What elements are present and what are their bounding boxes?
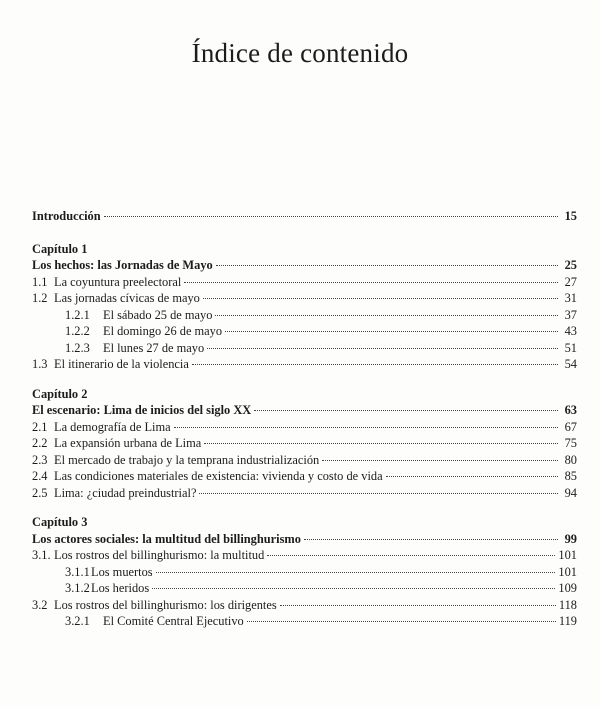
page-title: Índice de contenido — [191, 38, 409, 68]
toc-entry — [32, 547, 577, 564]
toc-entry-label: El itinerario de la violencia — [54, 357, 189, 371]
toc-entry-number: 3.2.1 — [65, 614, 90, 628]
chapter-2-heading: Capítulo 2 — [32, 386, 88, 401]
toc-entry-number: 3.1.2 — [65, 581, 90, 595]
toc-subentry — [32, 340, 577, 357]
toc-entry-label: El Comité Central Ejecutivo — [103, 614, 244, 628]
toc-entry — [32, 435, 577, 452]
toc-entry-label: El domingo 26 de mayo — [103, 324, 223, 338]
dot-leader — [386, 476, 558, 477]
chapter-2-title-entry — [32, 402, 577, 419]
toc-entry-page: 118 — [558, 597, 577, 612]
dot-leader — [215, 315, 558, 316]
toc-entry-page: 99 — [564, 531, 577, 546]
toc-entry-label: La coyuntura preelectoral — [54, 274, 182, 289]
toc-entry-number: 1.2 — [32, 291, 48, 305]
toc-entry-label: Los heridos — [91, 581, 150, 595]
toc-entry-label: Lima: ¿ciudad preindustrial? — [54, 485, 197, 500]
dot-leader — [204, 443, 558, 444]
toc-entry-page: 101 — [558, 564, 577, 579]
toc-entry — [32, 356, 577, 373]
dot-leader — [267, 555, 555, 556]
toc-entry-label: La demografía de Lima — [54, 419, 171, 434]
toc-entry-number: 3.2 — [32, 597, 48, 612]
toc-entry-label: Los rostros del billinghurismo: la multitud — [54, 548, 265, 562]
toc-entry-page: 37 — [564, 307, 577, 322]
toc-entry-number: 2.3 — [32, 452, 48, 467]
dot-leader — [207, 348, 558, 349]
toc-entry-page: 54 — [564, 357, 577, 371]
dot-leader — [280, 605, 556, 606]
toc-entry-label: La expansión urbana de Lima — [54, 436, 202, 450]
toc-entry-number: 1.2.2 — [65, 324, 90, 338]
toc-entry-label: Introducción — [32, 209, 101, 223]
toc-entry-label: El mercado de trabajo y la temprana industrialización — [54, 452, 320, 467]
dot-leader — [156, 572, 556, 573]
dot-leader — [322, 460, 558, 461]
toc-subentry — [32, 580, 577, 597]
toc-subentry — [32, 323, 577, 340]
dot-leader — [247, 621, 556, 622]
toc-entry — [32, 419, 577, 436]
table-of-contents — [32, 208, 577, 630]
toc-entry-number: 2.1 — [32, 419, 48, 434]
dot-leader — [174, 427, 558, 428]
dot-leader — [104, 216, 558, 217]
toc-entry-page: 43 — [564, 324, 577, 338]
toc-entry — [32, 485, 577, 502]
chapter-1-heading: Capítulo 1 — [32, 241, 88, 256]
toc-entry-label: Los rostros del billinghurismo: los dirigentes — [54, 597, 277, 612]
toc-entry-page: 80 — [564, 452, 577, 467]
chapter-3-title-entry — [32, 531, 577, 548]
dot-leader — [304, 539, 558, 540]
toc-entry-number: 2.2 — [32, 436, 48, 450]
toc-entry-page: 27 — [564, 274, 577, 289]
dot-leader — [254, 410, 558, 411]
toc-entry-number: 1.2.3 — [65, 340, 90, 355]
toc-subentry — [32, 307, 577, 324]
toc-entry-page: 15 — [564, 209, 577, 223]
toc-entry — [32, 468, 577, 485]
toc-entry-page: 109 — [558, 581, 577, 595]
dot-leader — [192, 364, 558, 365]
toc-entry-label: El escenario: Lima de inicios del siglo XX — [32, 403, 252, 417]
toc-entry-page: 63 — [564, 403, 577, 417]
dot-leader — [225, 331, 558, 332]
toc-entry-page: 119 — [558, 614, 577, 628]
dot-leader — [199, 493, 558, 494]
toc-entry-label: El lunes 27 de mayo — [103, 340, 205, 355]
toc-entry-number: 3.1. — [32, 548, 51, 562]
dot-leader — [152, 588, 555, 589]
chapter-3-heading: Capítulo 3 — [32, 515, 88, 529]
toc-entry-page: 67 — [564, 419, 577, 434]
toc-entry-number: 2.5 — [32, 485, 48, 500]
toc-entry-page: 94 — [564, 485, 577, 500]
dot-leader — [216, 265, 558, 266]
toc-entry-label: Los actores sociales: la multitud del billinghurismo — [32, 531, 301, 546]
toc-entry-number: 2.4 — [32, 469, 48, 483]
toc-entry-page: 31 — [564, 291, 577, 305]
toc-entry — [32, 274, 577, 291]
toc-entry-label: Los hechos: las Jornadas de Mayo — [32, 258, 213, 272]
toc-entry-number: 3.1.1 — [65, 564, 90, 579]
toc-entry-number: 1.2.1 — [65, 307, 90, 322]
toc-entry-label: El sábado 25 de mayo — [103, 307, 213, 322]
toc-entry-introduction — [32, 208, 577, 225]
toc-entry-page: 51 — [564, 340, 577, 355]
toc-entry — [32, 290, 577, 307]
toc-entry-page: 25 — [564, 258, 577, 272]
toc-entry — [32, 597, 577, 614]
chapter-1-title-entry — [32, 257, 577, 274]
toc-entry-number: 1.1 — [32, 274, 48, 289]
toc-entry-number: 1.3 — [32, 357, 48, 371]
dot-leader — [184, 282, 558, 283]
toc-subentry — [32, 613, 577, 630]
toc-entry-label: Los muertos — [91, 564, 153, 579]
dot-leader — [203, 298, 558, 299]
toc-entry — [32, 452, 577, 469]
toc-subentry — [32, 564, 577, 581]
toc-entry-page: 101 — [558, 548, 577, 562]
toc-entry-page: 75 — [564, 436, 577, 450]
toc-entry-page: 85 — [564, 469, 577, 483]
toc-entry-label: Las condiciones materiales de existencia: vivienda y costo de vida — [54, 469, 383, 483]
toc-entry-label: Las jornadas cívicas de mayo — [54, 291, 200, 305]
